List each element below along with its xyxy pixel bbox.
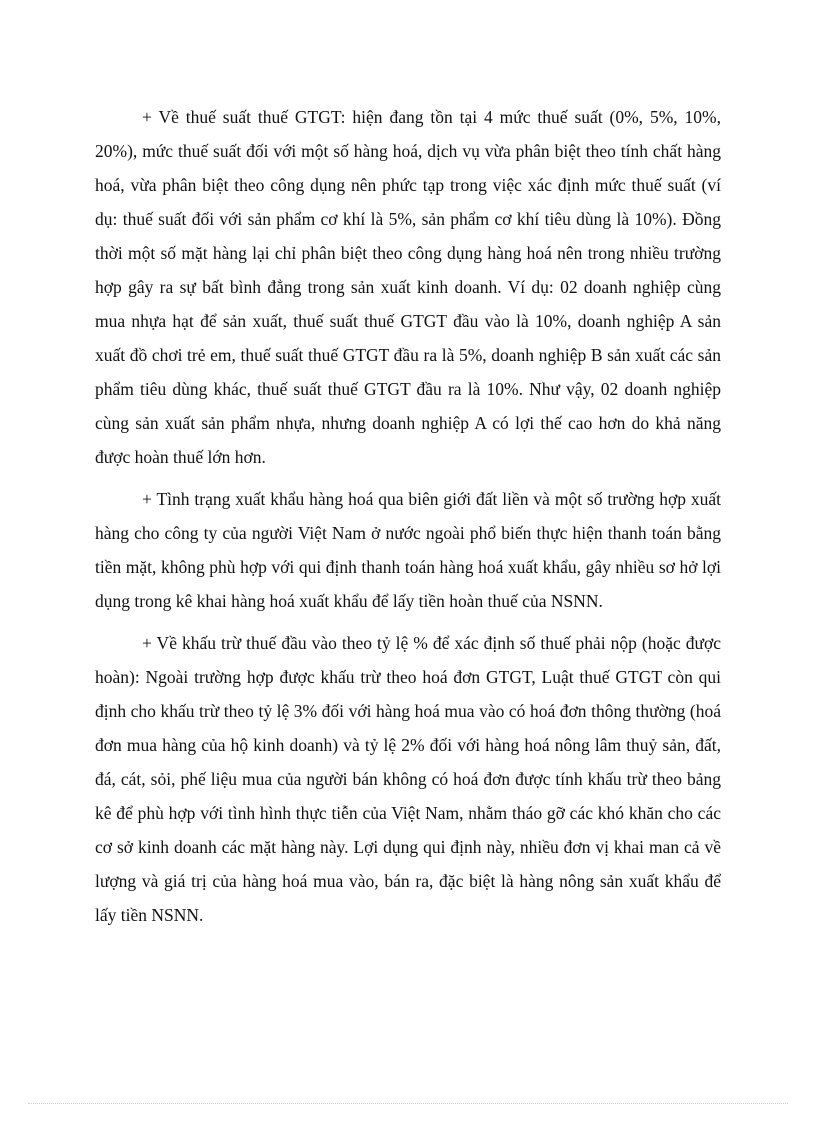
paragraph-export-cash-payment: + Tình trạng xuất khẩu hàng hoá qua biên giới đất liền và một số trường hợp xuất hàng cho công ty của người Việt Nam ở nước ngoài phổ biến thực hiện thanh toán bằng tiền mặt, không phù hợp với qui định thanh toán hàng hoá xuất khẩu, gây nhiều sơ hở lợi dụng trong kê khai hàng hoá xuất khẩu để lấy tiền hoàn thuế của NSNN.	[95, 489, 721, 611]
paragraph-input-tax-deduction: + Về khấu trừ thuế đầu vào theo tỷ lệ % để xác định số thuế phải nộp (hoặc được hoàn): Ngoài trường hợp được khấu trừ theo hoá đơn GTGT, Luật thuế GTGT còn qui định cho khấu trừ theo tỷ lệ 3% đối với hàng hoá mua vào có hoá đơn thông thường (hoá đơn mua hàng của hộ kinh doanh) và tỷ lệ 2% đối với hàng hoá nông lâm thuỷ sản, đất, đá, cát, sỏi, phế liệu mua của người bán không có hoá đơn được tính khấu trừ theo bảng kê để phù hợp với tình hình thực tiễn của Việt Nam, nhằm tháo gỡ các khó khăn cho các cơ sở kinh doanh các mặt hàng này. Lợi dụng qui định này, nhiều đơn vị khai man cả về lượng và giá trị của hàng hoá mua vào, bán ra, đặc biệt là hàng nông sản xuất khẩu để lấy tiền NSNN.	[95, 633, 721, 925]
paragraph-vat-rates: + Về thuế suất thuế GTGT: hiện đang tồn tại 4 mức thuế suất (0%, 5%, 10%, 20%), mức thuế suất đối với một số hàng hoá, dịch vụ vừa phân biệt theo tính chất hàng hoá, vừa phân biệt theo công dụng nên phức tạp trong việc xác định mức thuế suất (ví dụ: thuế suất đối với sản phẩm cơ khí là 5%, sản phẩm cơ khí tiêu dùng là 10%). Đồng thời một số mặt hàng lại chỉ phân biệt theo công dụng hàng hoá nên trong nhiều trường hợp gây ra sự bất bình đẳng trong sản xuất kinh doanh. Ví dụ: 02 doanh nghiệp cùng mua nhựa hạt để sản xuất, thuế suất thuế GTGT đầu vào là 10%, doanh nghiệp A sản xuất đồ chơi trẻ em, thuế suất thuế GTGT đầu ra là 5%, doanh nghiệp B sản xuất các sản phẩm tiêu dùng khác, thuế suất thuế GTGT đầu ra là 10%. Như vậy, 02 doanh nghiệp cùng sản xuất sản phẩm nhựa, nhưng doanh nghiệp A có lợi thế cao hơn do khả năng được hoàn thuế lớn hơn.	[95, 107, 721, 467]
document-body	[95, 100, 721, 940]
page-bottom-divider	[28, 1103, 788, 1104]
